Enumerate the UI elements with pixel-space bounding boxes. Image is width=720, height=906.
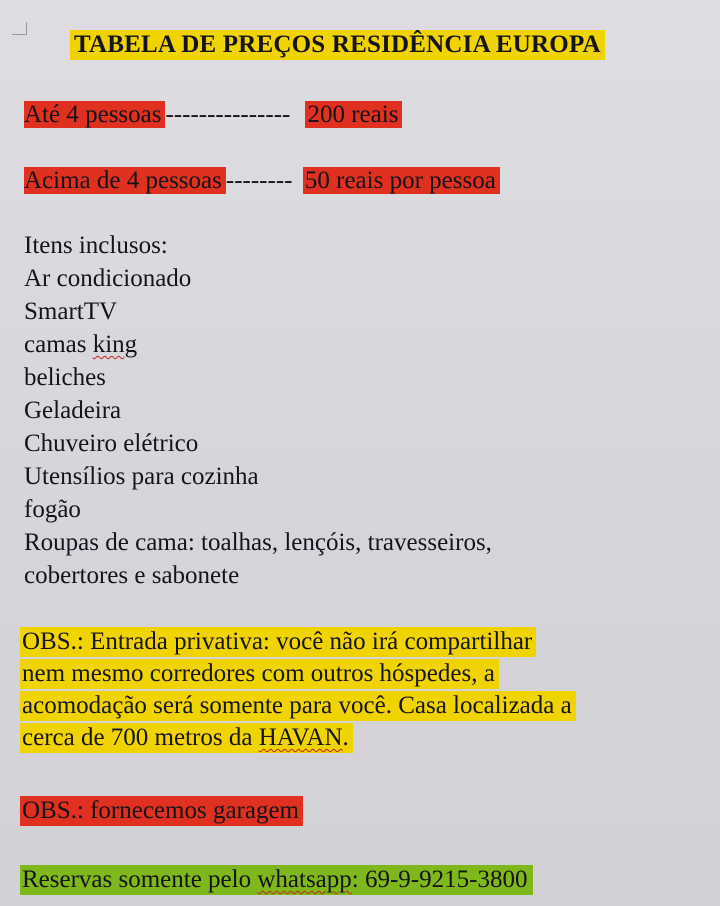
obs-line: nem mesmo corredores com outros hóspedes, a: [20, 659, 499, 689]
price-label: Acima de 4 pessoas: [24, 167, 226, 194]
price-value: 200 reais: [305, 101, 402, 128]
list-item: cobertores e sabonete: [24, 562, 240, 589]
list-item: fogão: [24, 496, 81, 523]
list-item: Geladeira: [24, 397, 122, 424]
obs-line: acomodação será somente para você. Casa localizada a: [20, 691, 576, 721]
obs-line: OBS.: Entrada privativa: você não irá compartilhar: [20, 627, 536, 657]
obs-garage: OBS.: fornecemos garagem: [20, 796, 303, 826]
list-item: Utensílios para cozinha: [24, 463, 259, 490]
spellcheck-word: whatsapp: [257, 866, 352, 893]
price-row-above-4: [24, 166, 500, 196]
reservations-note: Reservas somente pelo whatsapp: 69-9-9215-3800: [20, 865, 533, 895]
list-item: Ar condicionado: [24, 265, 192, 292]
list-item: beliches: [24, 364, 106, 391]
list-item: Chuveiro elétrico: [24, 430, 199, 457]
items-heading: Itens inclusos:: [24, 232, 168, 259]
obs-line: cerca de 700 metros da HAVAN.: [20, 723, 353, 753]
list-item: camas king: [24, 331, 138, 358]
spellcheck-word: king: [92, 331, 138, 358]
page-corner-mark: [12, 22, 27, 35]
spellcheck-word: HAVAN: [258, 724, 343, 751]
price-row-up-to-4: [24, 100, 402, 130]
price-value: 50 reais por pessoa: [303, 167, 500, 194]
list-item: SmartTV: [24, 298, 118, 325]
list-item: Roupas de cama: toalhas, lençóis, travesseiros,: [24, 529, 492, 556]
document-title: TABELA DE PREÇOS RESIDÊNCIA EUROPA: [70, 30, 605, 60]
price-separator: ---------------: [165, 101, 291, 128]
price-label: Até 4 pessoas: [24, 101, 165, 128]
price-separator: --------: [225, 167, 293, 194]
obs-private-entrance: [20, 627, 720, 755]
